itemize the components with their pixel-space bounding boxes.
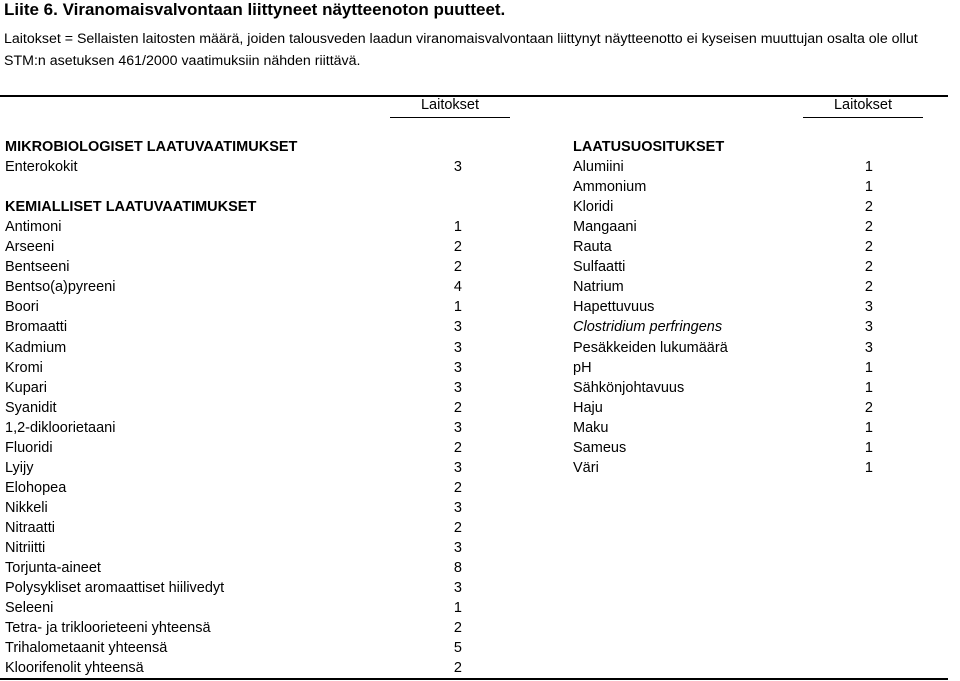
- table-row: [5, 297, 462, 317]
- facility-count: 2: [864, 219, 873, 236]
- facility-count: 3: [453, 159, 462, 176]
- facility-count: 3: [453, 319, 462, 336]
- parameter-name: Nikkeli: [5, 499, 48, 516]
- facility-count: 2: [453, 239, 462, 256]
- facility-count: 2: [453, 660, 462, 677]
- parameter-name: Sameus: [573, 439, 627, 456]
- left-header-underline: [390, 117, 510, 118]
- parameter-name: Sähkönjohtavuus: [573, 379, 685, 396]
- parameter-name: Antimoni: [5, 219, 62, 236]
- table-row: [573, 297, 873, 317]
- table-row: [5, 217, 462, 237]
- parameter-name: Alumiini: [573, 159, 624, 176]
- parameter-name: Kloridi: [573, 199, 614, 216]
- parameter-name: Nitraatti: [5, 519, 55, 536]
- right-column-header: Laitokset: [833, 97, 893, 113]
- facility-count: 3: [453, 580, 462, 597]
- section-heading-row: [5, 197, 462, 217]
- facility-count: 3: [453, 459, 462, 476]
- parameter-name: Boori: [5, 299, 39, 316]
- facility-count: 1: [453, 219, 462, 236]
- table-row: [5, 157, 462, 177]
- parameter-name: Mangaani: [573, 219, 637, 236]
- parameter-name: Elohopea: [5, 479, 67, 496]
- table-row: [573, 438, 873, 458]
- table-row: [5, 398, 462, 418]
- parameter-name: Rauta: [573, 239, 612, 256]
- table-row: [5, 578, 462, 598]
- section-heading-row: [573, 137, 873, 157]
- facility-count: 2: [864, 279, 873, 296]
- parameter-name: Clostridium perfringens: [573, 319, 723, 336]
- section-heading: KEMIALLISET LAATUVAATIMUKSET: [5, 199, 257, 216]
- table-row: [5, 438, 462, 458]
- table-row: [5, 518, 462, 538]
- table-row: [573, 157, 873, 177]
- intro-paragraph: Laitokset = Sellaisten laitosten määrä, joiden talousveden laadun viranomaisvalvontaan liittynyt näytteenotto ei kyseisen muuttujan osalta ole ollut STM:n asetuksen 461/2000 vaatimuksiin nähden riittävä.: [4, 31, 918, 69]
- facility-count: 3: [453, 540, 462, 556]
- table-row: [573, 458, 873, 478]
- facility-count: 8: [453, 560, 462, 577]
- table-row: [5, 618, 462, 638]
- facility-count: 2: [453, 519, 462, 536]
- table-row: [573, 418, 873, 438]
- table-row: [573, 398, 873, 418]
- parameter-name: Arseeni: [5, 239, 55, 256]
- facility-count: 1: [864, 439, 873, 456]
- table-row: [5, 638, 462, 658]
- table-row: [5, 257, 462, 277]
- table-row: [5, 317, 462, 337]
- facility-count: 2: [453, 399, 462, 416]
- parameter-name: Ammonium: [573, 179, 647, 196]
- table-row: [5, 498, 462, 518]
- facility-count: 2: [453, 259, 462, 276]
- facility-count: 1: [864, 459, 873, 476]
- parameter-name: Kupari: [5, 379, 47, 396]
- parameter-name: pH: [573, 359, 592, 376]
- table-row: [573, 257, 873, 277]
- parameter-name: Kloorifenolit yhteensä: [5, 660, 144, 677]
- parameter-name: Nitriitti: [5, 540, 46, 556]
- facility-count: 4: [453, 279, 462, 296]
- table-row: [5, 177, 462, 197]
- table-row: [5, 418, 462, 438]
- table-row: [5, 378, 462, 398]
- facility-count: 2: [864, 239, 873, 256]
- table-row: [573, 177, 873, 197]
- parameter-name: Enterokokit: [5, 159, 78, 176]
- parameter-name: Tetra- ja trikloorieteeni yhteensä: [5, 620, 211, 637]
- table-row: [5, 658, 462, 678]
- right-header-underline: [803, 117, 923, 118]
- parameter-name: Pesäkkeiden lukumäärä: [573, 339, 728, 356]
- facility-count: 1: [453, 299, 462, 316]
- facility-count: 2: [864, 259, 873, 276]
- parameter-name: Kromi: [5, 359, 43, 376]
- parameter-name: 1,2-dikloorietaani: [5, 419, 116, 436]
- table-row: [573, 197, 873, 217]
- facility-count: 1: [864, 419, 873, 436]
- table-row: [573, 217, 873, 237]
- facility-count: 2: [453, 479, 462, 496]
- table-row: [573, 277, 873, 297]
- table-row: [5, 338, 462, 358]
- parameter-name: Väri: [573, 459, 599, 476]
- table-row: [5, 458, 462, 478]
- facility-count: 2: [453, 620, 462, 637]
- facility-count: 1: [864, 159, 873, 176]
- facility-count: 1: [864, 359, 873, 376]
- facility-count: 3: [864, 299, 873, 316]
- parameter-name: Hapettuvuus: [573, 299, 655, 316]
- facility-count: 3: [864, 339, 873, 356]
- table-row: [5, 478, 462, 498]
- section-heading-row: [5, 137, 462, 157]
- facility-count: 2: [453, 439, 462, 456]
- table-row: [5, 358, 462, 378]
- table-row: [573, 378, 873, 398]
- document-title: Liite 6. Viranomaisvalvontaan liittyneet näytteenoton puutteet.: [4, 0, 506, 19]
- parameter-name: Trihalometaanit yhteensä: [5, 640, 168, 657]
- table-row: [573, 237, 873, 257]
- facility-count: 3: [864, 319, 873, 336]
- table-row: [5, 558, 462, 578]
- facility-count: 3: [453, 339, 462, 356]
- parameter-name: Fluoridi: [5, 439, 53, 456]
- facility-count: 3: [453, 419, 462, 436]
- table-row: [5, 277, 462, 297]
- facility-count: 5: [453, 640, 462, 657]
- parameter-name: Seleeni: [5, 600, 54, 617]
- facility-count: 1: [453, 600, 462, 617]
- parameter-name: Haju: [573, 399, 603, 416]
- parameter-name: Polysykliset aromaattiset hiilivedyt: [5, 580, 225, 597]
- table-row: [5, 538, 462, 558]
- facility-count: 2: [864, 399, 873, 416]
- facility-count: 1: [864, 379, 873, 396]
- facility-count: 3: [453, 379, 462, 396]
- table-row: [573, 338, 873, 358]
- parameter-name: Syanidit: [5, 399, 57, 416]
- parameter-name: Bromaatti: [5, 319, 68, 336]
- table-row: [5, 237, 462, 257]
- parameter-name: Lyijy: [5, 459, 34, 476]
- parameter-name: Bentseeni: [5, 259, 70, 276]
- parameter-name: Bentso(a)pyreeni: [5, 279, 116, 296]
- parameter-name: Kadmium: [5, 339, 67, 356]
- facility-count: 3: [453, 359, 462, 376]
- parameter-name: Torjunta-aineet: [5, 560, 101, 577]
- facility-count: 3: [453, 499, 462, 516]
- table-row: [573, 317, 873, 337]
- section-heading: LAATUSUOSITUKSET: [573, 139, 725, 155]
- table-row: [5, 598, 462, 618]
- left-column-header: Laitokset: [420, 97, 480, 113]
- parameter-name: Maku: [573, 419, 609, 436]
- facility-count: 2: [864, 199, 873, 216]
- facility-count: 1: [864, 179, 873, 196]
- parameter-name: Natrium: [573, 279, 624, 296]
- parameter-name: Sulfaatti: [573, 259, 626, 276]
- table-bottom-rule: [0, 678, 948, 680]
- table-row: [573, 358, 873, 378]
- section-heading: MIKROBIOLOGISET LAATUVAATIMUKSET: [5, 139, 298, 155]
